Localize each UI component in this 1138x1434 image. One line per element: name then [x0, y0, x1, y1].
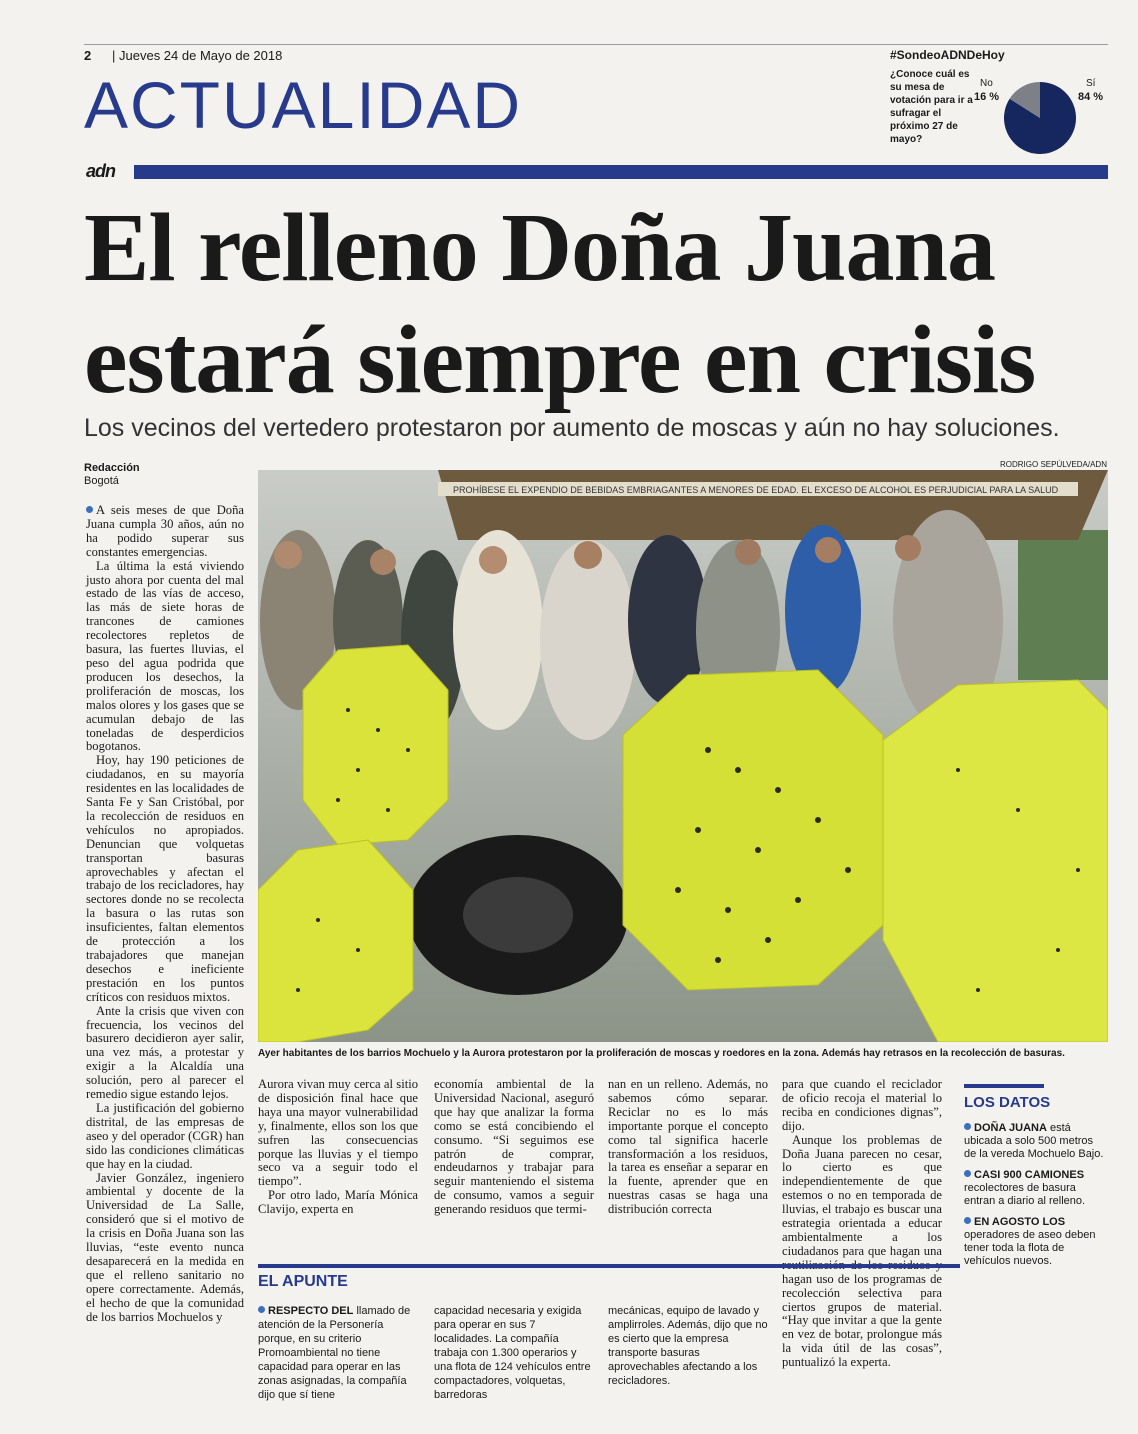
paragraph: La justificación del gobierno distrital, de las empresas de aseo y del operador (CGR) han sido las condiciones climáticas que hay en la ciudad.: [86, 1100, 244, 1171]
poll-no-pct: 16 %: [974, 91, 1000, 103]
datos-item: [964, 1216, 1104, 1268]
photo-banner-text: PROHÍBESE EL EXPENDIO DE BEBIDAS EMBRIAGANTES A MENORES DE EDAD. EL EXCESO DE ALCOHOL ES PERJUDICIAL PARA LA SALUD: [453, 485, 1059, 495]
deck: Los vecinos del vertedero protestaron por aumento de moscas y aún no hay soluciones.: [84, 414, 1060, 442]
headline-line-2: estará siempre en crisis: [84, 306, 1036, 414]
bullet-icon: [86, 506, 93, 513]
header-rule: [84, 44, 1108, 45]
apunte-column-1: [258, 1304, 418, 1402]
headline-line-1: El relleno Doña Juana: [84, 194, 996, 302]
bullet-icon: [964, 1123, 971, 1130]
paragraph: economía ambiental de la Universidad Nacional, aseguró que hay que analizar la forma como se está concibiendo el consumo. “Si seguimos ese patrón de comprar, endeudarnos y trabajar para seguir manteniendo el sistema de consumo, vamos a seguir generando residuos que termi-: [434, 1077, 594, 1217]
poll-question: ¿Conoce cuál es su mesa de votación para ir a sufragar el próximo 27 de mayo?: [890, 69, 973, 145]
article-column-5: [782, 1078, 942, 1370]
paragraph: La última la está viviendo justo ahora por cuenta del mal estado de las vías de acceso, las más de siete horas de trancones de camiones recolectores repletos de basura, las fuertes lluvias, el peso del agua podrida que producen los desechos, la proliferación de moscas, los malos olores y los gases que se acumulan debajo de las toneladas de desperdicios bogotanos.: [86, 558, 244, 754]
paragraph: Hoy, hay 190 peticiones de ciudadanos, en su mayoría residentes en las localidades de Santa Fe y San Cristóbal, por la recolección de residuos en vehículos no apropiados. Denuncian que volquetas transportan basuras aprovechables y afectan el trabajo de los recicladores, hay sectores donde no se recolecta la basura o las rutas son insuficientes, faltan elementos de protección a los trabajadores que manejan desechos e ineficiente prestación en los puntos críticos con residuos mixtos.: [86, 753, 244, 1004]
poll-yes-label: Sí: [1086, 78, 1096, 89]
article-column-2: [258, 1078, 418, 1217]
datos-item-lead: EN AGOSTO LOS: [974, 1216, 1066, 1228]
news-photo: [258, 470, 1108, 1042]
headline: [84, 192, 1124, 416]
issue-date: | Jueves 24 de Mayo de 2018: [112, 48, 283, 63]
poll-pie-chart: [1002, 80, 1078, 156]
adn-logo: adn: [86, 161, 116, 181]
byline-author: Redacción: [84, 462, 140, 474]
bullet-icon: [964, 1170, 971, 1177]
byline-city: Bogotá: [84, 475, 119, 487]
poll-hashtag: #SondeoADNDeHoy: [890, 48, 1005, 62]
article-column-1: [86, 504, 244, 1324]
paragraph: para que cuando el reciclador de oficio recoja el material lo reciba en condiciones dignas”, dijo.: [782, 1077, 942, 1133]
datos-item: [964, 1169, 1104, 1208]
paragraph: Javier González, ingeniero ambiental y docente de la Universidad de La Salle, consideró que si el motivo de la crisis en Doña Juana son las lluvias, “este evento nunca desaparecerá en la medida en que el relleno sanitario no opere correctamente. Además, el hecho de que la comunidad de los barrios Mochuelos y: [86, 1170, 244, 1324]
poll-yes-pct: 84 %: [1078, 91, 1104, 103]
paragraph: Aurora vivan muy cerca al sitio de disposición final hace que haya una mayor vulnerabilidad y, finalmente, ellos son los que sufren las consecuencias porque las lluvias y el tiempo seco va a seguir todo el tiempo”.: [258, 1077, 418, 1189]
byline: [84, 462, 140, 488]
page-number: 2: [84, 48, 92, 63]
bullet-icon: [964, 1217, 971, 1224]
brand-bar: [84, 163, 1108, 181]
issue-date-text: Jueves 24 de Mayo de 2018: [119, 48, 283, 63]
section-title: ACTUALIDAD: [84, 68, 523, 142]
poll-no-label: No: [980, 78, 993, 89]
photo-caption: Ayer habitantes de los barrios Mochuelo y la Aurora protestaron por la proliferación de moscas y roedores en la zona. Además hay retrasos en la recolección de basuras.: [258, 1048, 1065, 1059]
datos-item-text: está ubicada a solo 500 metros de la vereda Mochuelo Bajo.: [964, 1122, 1104, 1160]
datos-rule: [964, 1084, 1044, 1088]
paragraph: [86, 504, 244, 560]
bullet-icon: [258, 1306, 265, 1313]
apunte-title: EL APUNTE: [258, 1273, 348, 1290]
paragraph: Por otro lado, María Mónica Clavijo, experta en: [258, 1188, 418, 1217]
paragraph: nan en un relleno. Además, no sabemos cómo separar. Reciclar no es lo más importante porque el concepto como tal significa hacerle transformación a los residuos, la tarea es enseñar a separar en la fuente, aprender que en nuestras casas se haga una distribución correcta: [608, 1077, 768, 1217]
datos-item-text: recolectores de basura entran a diario al relleno.: [964, 1182, 1086, 1207]
article-column-3: [434, 1078, 594, 1217]
apunte-rule: [258, 1264, 960, 1268]
apunte-column-2: capacidad necesaria y exigida para operar en sus 7 localidades. La compañía trabaja con 1.300 operarios y una flota de 124 vehículos entre compactadores, volquetas, barredoras: [434, 1305, 591, 1401]
datos-item-lead: DOÑA JUANA: [974, 1122, 1047, 1134]
paragraph-text: A seis meses de que Doña Juana cumpla 30 años, aún no ha podido superar sus constantes emergencias.: [86, 503, 244, 559]
datos-item-lead: CASI 900 CAMIONES: [974, 1169, 1085, 1181]
photo-credit: RODRIGO SEPÚLVEDA/ADN: [1000, 460, 1107, 469]
apunte-lead: RESPECTO DEL: [268, 1305, 354, 1317]
photo-illustration: [258, 470, 1108, 1042]
datos-item: [964, 1122, 1104, 1161]
apunte-column-3: mecánicas, equipo de lavado y amplirroles. Además, dijo que no es cierto que la empresa transporte basuras aprovechables afectando a los recicladores.: [608, 1305, 768, 1387]
article-column-4: [608, 1078, 768, 1217]
datos-list: [964, 1122, 1104, 1268]
datos-item-text: operadores de aseo deben tener toda la flota de vehículos nuevos.: [964, 1229, 1096, 1267]
paragraph: Ante la crisis que viven con frecuencia, los vecinos del basurero decidieron ayer salir, una vez más, a protestar y exigir a la Alcaldía una solución, pero al parecer el remedio sigue estando lejos.: [86, 1003, 244, 1102]
apunte-text-1: llamado de atención de la Personería porque, en su criterio Promoambiental no tiene capacidad para operar en las zonas asignadas, la compañía dijo que sí tiene: [258, 1305, 411, 1401]
datos-title: LOS DATOS: [964, 1094, 1051, 1111]
paragraph: Aunque los problemas de Doña Juana parecen no cesar, lo cierto es que independientemente de que estemos o no en temporada de lluvias, el trabajo es buscar una estrategia orientada a educar ambientalmente a los ciudadanos para que hagan una hagan uso de los programas de recolección selectiva para ciertos grupos de material. “Hay que invitar a que la gente en vez de botar, prolongue más la vida útil de las cosas”, puntualizó la experta.: [782, 1132, 942, 1370]
